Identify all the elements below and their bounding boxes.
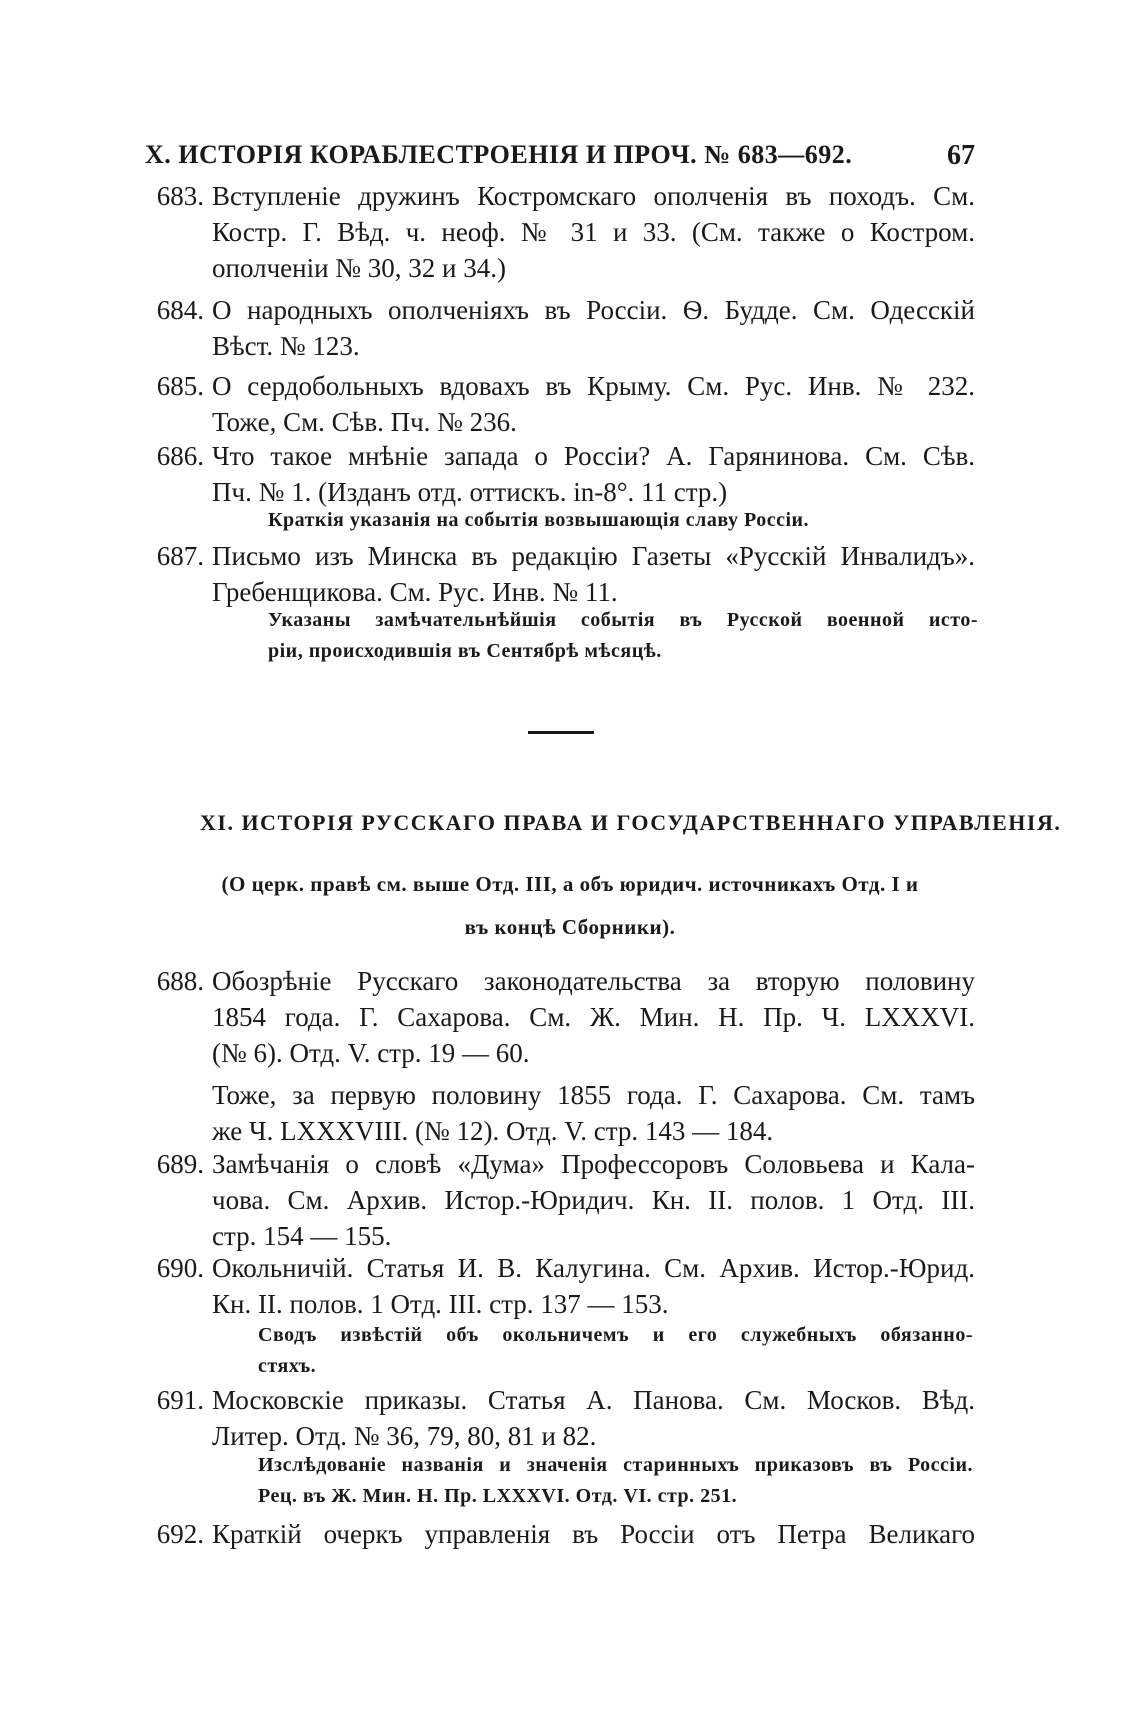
section-subheading-line-1: (О церк. правѣ см. выше Отд. III, а объ юридич. источникахъ Отд. I и bbox=[221, 872, 919, 896]
note-line: ріи, происходившія въ Сентябрѣ мѣсяцѣ. bbox=[268, 640, 662, 662]
entry-line: Замѣчанія о словѣ «Дума» Профессоровъ Соловьева и Кала- bbox=[212, 1149, 975, 1179]
note-line: Изслѣдованіе названія и значенія старинныхъ приказовъ въ Россіи. bbox=[258, 1454, 973, 1476]
section-heading: XI. ИСТОРІЯ РУССКАГО ПРАВА И ГОСУДАРСТВЕННАГО УПРАВЛЕНІЯ. bbox=[200, 810, 1062, 835]
entry-number: 685. bbox=[156, 371, 204, 401]
running-head bbox=[145, 140, 975, 176]
entry-line: Костр. Г. Вѣд. ч. неоф. № 31 и 33. (См. также о Костром. bbox=[212, 217, 975, 247]
note-line: Указаны замѣчательнѣйшія событія въ Русской военной исто- bbox=[268, 609, 978, 631]
entry-number: 684. bbox=[156, 295, 204, 325]
entry-line: Пч. № 1. (Изданъ отд. оттискъ. in-8°. 11 стр.) bbox=[212, 477, 728, 507]
entry-690-note bbox=[258, 1320, 973, 1382]
note-line: Рец. въ Ж. Мин. Н. Пр. LXXXVI. Отд. VI. стр. 251. bbox=[258, 1485, 738, 1507]
page-number: 67 bbox=[947, 140, 975, 171]
entry-number: 688. bbox=[156, 966, 204, 996]
entry-line: Тоже, за первую половину 1855 года. Г. Сахарова. См. тамъ bbox=[212, 1080, 975, 1110]
section-subheading-line-2: въ концѣ Сборники). bbox=[464, 915, 676, 939]
entry-line: Кн. II. полов. 1 Отд. III. стр. 137 — 153. bbox=[212, 1289, 669, 1319]
entry-line: Вѣст. № 123. bbox=[212, 331, 360, 361]
entry-line: О народныхъ ополченіяхъ въ Россіи. Ѳ. Будде. См. Одесскій bbox=[212, 295, 975, 325]
entry-687-note bbox=[268, 605, 978, 667]
entry-line: Литер. Отд. № 36, 79, 80, 81 и 82. bbox=[212, 1421, 597, 1451]
note-line: Краткія указанія на событія возвышающія славу Россіи. bbox=[268, 509, 810, 531]
entry-number: 687. bbox=[156, 541, 204, 571]
entry-line: Вступленіе дружинъ Костромскаго ополченія въ походъ. См. bbox=[212, 181, 975, 211]
note-line: стяхъ. bbox=[258, 1355, 317, 1377]
entry-line: 1854 года. Г. Сахарова. См. Ж. Мин. Н. Пр. Ч. LXXXVI. bbox=[212, 1002, 975, 1032]
entry-line: Что такое мнѣніе запада о Россіи? А. Гарянинова. См. Сѣв. bbox=[212, 441, 975, 471]
entry-number: 690. bbox=[156, 1253, 204, 1283]
entry-686-note bbox=[268, 505, 878, 536]
entry-line: Гребенщикова. См. Рус. Инв. № 11. bbox=[212, 577, 618, 607]
entry-line: ополченіи № 30, 32 и 34.) bbox=[212, 253, 506, 283]
entry-number: 683. bbox=[156, 181, 204, 211]
entry-line: Обозрѣніе Русскаго законодательства за вторую половину bbox=[212, 966, 975, 996]
entry-line: (№ 6). Отд. V. стр. 19 — 60. bbox=[212, 1038, 530, 1068]
entry-number: 692. bbox=[156, 1519, 204, 1549]
entry-line: стр. 154 — 155. bbox=[212, 1221, 392, 1251]
entry-line: же Ч. LXXXVIII. (№ 12). Отд. V. стр. 143 — 184. bbox=[212, 1116, 774, 1146]
entry-line: Тоже, См. Сѣв. Пч. № 236. bbox=[212, 407, 517, 437]
section-divider bbox=[528, 731, 594, 734]
running-head-title: X. ИСТОРІЯ КОРАБЛЕСТРОЕНІЯ И ПРОЧ. № 683—692. bbox=[145, 140, 853, 169]
entry-line: Краткій очеркъ управленія въ Россіи отъ Петра Великаго bbox=[212, 1519, 975, 1549]
entry-number: 689. bbox=[156, 1149, 204, 1179]
entry-line: Окольничій. Статья И. В. Калугина. См. Архив. Истор.-Юрид. bbox=[212, 1253, 975, 1283]
note-line: Сводъ извѣстій объ окольничемъ и его служебныхъ обязанно- bbox=[258, 1324, 973, 1346]
entry-691-note bbox=[258, 1450, 973, 1512]
entry-line: О сердобольныхъ вдовахъ въ Крыму. См. Рус. Инв. № 232. bbox=[212, 371, 975, 401]
entry-line: чова. См. Архив. Истор.-Юридич. Кн. II. полов. 1 Отд. III. bbox=[212, 1185, 975, 1215]
entry-line: Московскіе приказы. Статья А. Панова. См. Москов. Вѣд. bbox=[212, 1385, 975, 1415]
entry-number: 686. bbox=[156, 441, 204, 471]
entry-number: 691. bbox=[156, 1385, 204, 1415]
entry-line: Письмо изъ Минска въ редакцію Газеты «Русскій Инвалидъ». bbox=[212, 541, 975, 571]
